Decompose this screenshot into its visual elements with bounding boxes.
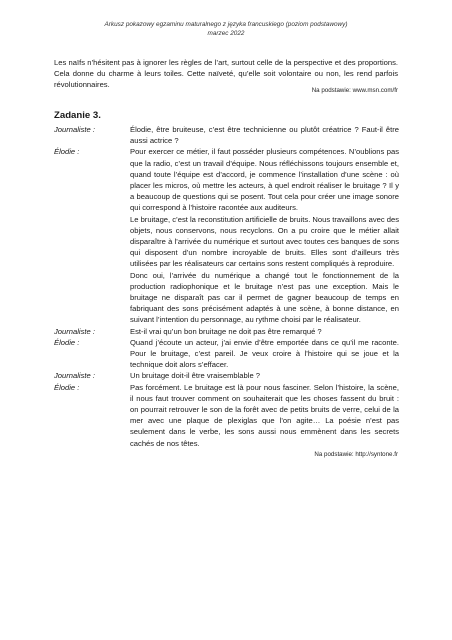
page-header — [0, 20, 452, 38]
speech-text — [130, 326, 399, 337]
task-title: Zadanie 3. — [54, 110, 101, 121]
speech-paragraph: Le bruitage, c’est la reconstitution artificielle de bruits. Nous travaillons avec des objets, nous conservons, nous recyclons. On a pu croire que le métier allait disparaître à l’arrivée du numérique et surtout avec toutes ces banques de sons qui disposent d’un nombre incroyable de bruits. Elles sont d’ailleurs très utilisées par les réalisateurs car certains sons restent compliqués à reproduire. — [130, 214, 399, 269]
speaker-label: Élodie : — [54, 147, 80, 157]
header-date: marzec 2022 — [207, 30, 245, 37]
dialogue-turn — [54, 382, 399, 449]
speech-paragraph: Pour exercer ce métier, il faut posséder plusieurs compétences. N’oublions pas que la radio, c’est un travail d’équipe. Nous réfléchissons toujours ensemble et, quand toute l’équipe est d’accord, je commence l’installation d’une scène : où placer les micros, où mettre les acteurs, à quel endroit réaliser le bruitage ? Il y a beaucoup de questions qui se posent. Tout cela pour créer une image sonore qui correspond à l’histoire racontée aux auditeurs. — [130, 147, 399, 213]
speaker-label: Élodie : — [54, 337, 80, 347]
speech-text — [130, 337, 399, 371]
intro-paragraph: Les naïfs n’hésitent pas à ignorer les règles de l’art, surtout celle de la perspective et des proportions. Cela donne du charme à leurs toiles. Cette naïveté, qu’elle soit volontaire ou non, les rend parfois révolutionnaires. — [54, 58, 398, 90]
speech-paragraph: Pas forcément. Le bruitage est là pour nous fasciner. Selon l’histoire, la scène, il nous faut trouver comment on souhaiterait que les choses fassent du bruit : on pourrait retrouver le son de la forêt avec de petits bruits de verre, celui de la mer avec une plaque de plexiglas que l’on agite… La poésie n’est pas seulement dans le verbe, les sons aussi nous emmènent dans les secrets cachés de nos têtes. — [130, 382, 399, 448]
dialogue-turn — [54, 370, 399, 381]
speech-paragraph: Donc oui, l’arrivée du numérique a changé tout le fonctionnement de la production radiophonique et le bruitage n’est pas une exception. Mais le bruitage ne disparaît pas car il permet de gagner beaucoup de temps en fabriquant des sons précisément adaptés à une scène, à bonne distance, en suivant l’intention du personnage, au rythme choisi par le réalisateur. — [130, 270, 399, 325]
dialogue-turn — [54, 326, 399, 337]
speech-paragraph: Élodie, être bruiteuse, c’est être technicienne ou plutôt créatrice ? Faut-il être aussi actrice ? — [130, 125, 399, 146]
speech-text — [130, 370, 399, 381]
speaker-label: Élodie : — [54, 382, 80, 392]
dialogue-turn — [54, 337, 399, 371]
speaker-label: Journaliste : — [54, 326, 95, 336]
speaker-label: Journaliste : — [54, 125, 95, 134]
dialogue-turn — [54, 146, 399, 325]
speech-text — [130, 124, 399, 146]
task-source: Na podstawie: http://syntone.fr — [314, 451, 398, 458]
dialogue-turn — [54, 124, 399, 146]
speech-text — [130, 382, 399, 449]
speech-paragraph: Un bruitage doit-il être vraisemblable ? — [130, 371, 261, 381]
intro-source: Na podstawie: www.msn.com/fr — [311, 87, 398, 94]
speaker-label: Journaliste : — [54, 371, 95, 381]
header-exam-title: Arkusz pokazowy egzaminu maturalnego z języka francuskiego (poziom podstawowy) — [104, 21, 348, 28]
speech-paragraph: Quand j’écoute un acteur, j’ai envie d’être emportée dans ce qu’il me raconte. Pour le bruitage, c’est pareil. Je veux croire à l’histoire qui se joue et la technique doit alors s’effacer. — [130, 337, 399, 370]
speech-text — [130, 146, 399, 325]
dialogue — [54, 124, 399, 449]
speech-paragraph: Est-il vrai qu’un bon bruitage ne doit pas être remarqué ? — [130, 326, 322, 336]
